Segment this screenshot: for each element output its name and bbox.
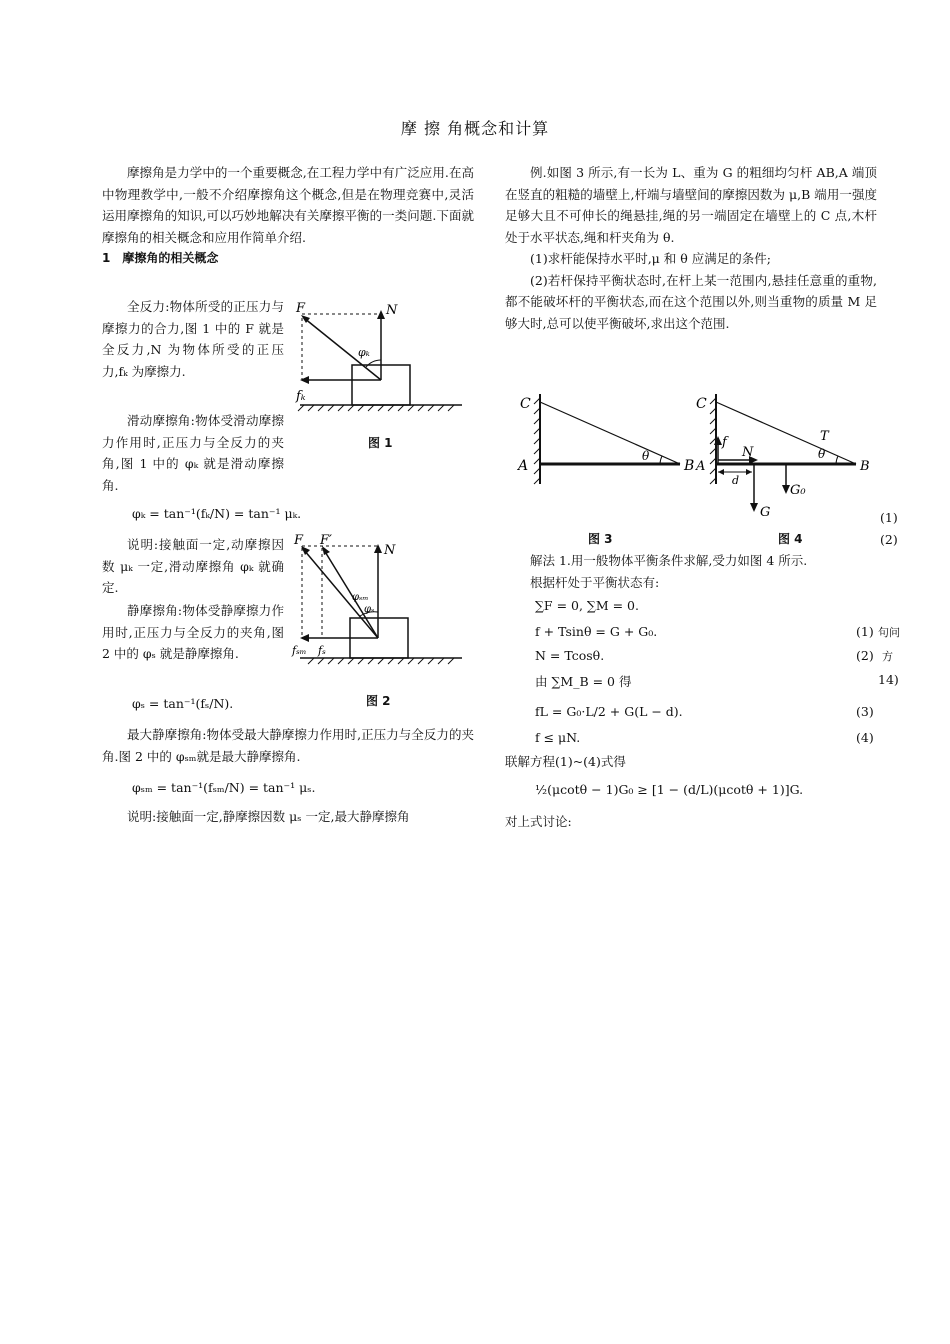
note1-paragraph	[102, 534, 284, 599]
fig4-label-G: G	[760, 505, 771, 520]
fig4-label-C: C	[696, 396, 707, 412]
fig1-label-fk: fₖ	[296, 389, 306, 404]
page-title: 摩 擦 角概念和计算	[400, 119, 550, 138]
max-static-paragraph	[102, 724, 474, 767]
equation-2-number: (2)	[856, 648, 874, 663]
fig4-label-A: A	[696, 459, 706, 474]
figure-4	[692, 388, 882, 523]
left-column	[102, 162, 474, 270]
section-heading: 1 摩擦角的相关概念	[102, 251, 219, 265]
equation-mb: 由 ∑M_B = 0 得	[535, 674, 632, 689]
note2-paragraph	[102, 806, 474, 828]
fig4-label-T: T	[820, 429, 829, 444]
equation-3-number: (3)	[856, 704, 874, 719]
margin-number-1: (1)	[880, 510, 898, 525]
stray-text-3: 14)	[878, 672, 899, 687]
right-column	[505, 162, 877, 334]
stray-text-2: 方	[882, 650, 893, 663]
fig2-label-phi-sm: φₛₘ	[352, 592, 369, 603]
equation-phi-s: φₛ = tan⁻¹(fₛ/N).	[132, 696, 234, 711]
fig3-label-A: A	[518, 458, 529, 474]
figure-3-caption: 图 3	[588, 532, 613, 546]
equation-3: fL = G₀·L/2 + G(L − d).	[535, 704, 683, 719]
max-static-text: 最大静摩擦角:物体受最大静摩擦力作用时,正压力与全反力的夹角.图 2 中的 φₛₘ就是最大静摩擦角.	[102, 727, 474, 764]
figure-1-caption: 图 1	[368, 436, 393, 450]
sliding-paragraph	[102, 410, 284, 496]
fig4-label-theta: θ	[818, 447, 826, 461]
fig2-label-fsm: fₛₘ	[292, 644, 307, 657]
figure-2	[290, 530, 470, 670]
fig4-label-f: f	[722, 435, 727, 450]
balance-text: 根据杆处于平衡状态有:	[530, 574, 660, 590]
equation-4: f ≤ μN.	[535, 730, 581, 745]
note2-text: 说明:接触面一定,静摩擦因数 μₛ 一定,最大静摩擦角	[127, 809, 410, 824]
static-paragraph	[102, 600, 284, 665]
question-2: (2)若杆保持平衡状态时,在杆上某一范围内,悬挂任意重的重物,都不能破坏杆的平衡状态,而在这个范围以外,则当重物的质量 M 足够大时,总可以使平衡破坏,求出这个范围.	[505, 272, 877, 331]
note1-text: 说明:接触面一定,动摩擦因数 μₖ 一定,滑动摩擦角 φₖ 就确定.	[102, 537, 284, 595]
fig2-label-N: N	[384, 543, 396, 558]
equation-phi-k: φₖ = tan⁻¹(fₖ/N) = tan⁻¹ μₖ.	[132, 506, 302, 521]
fig3-label-theta: θ	[642, 449, 650, 463]
fig1-label-F: F	[296, 301, 306, 316]
figure-2-caption: 图 2	[366, 694, 391, 708]
combine-text: 联解方程(1)~(4)式得	[505, 754, 626, 769]
equation-phi-sm: φₛₘ = tan⁻¹(fₛₘ/N) = tan⁻¹ μₛ.	[132, 780, 316, 795]
fig2-label-phi-s: φₛ	[364, 604, 375, 615]
fig3-label-C: C	[520, 396, 531, 412]
example-paragraph: 例.如图 3 所示,有一长为 L、重为 G 的粗细均匀杆 AB,A 端顶在竖直的粗糙的墙壁上,杆端与墙壁间的摩擦因数为 μ,B 端用一强度足够大且不可伸长的绳悬挂,绳的另一端固定在墙壁上的 C 点,木杆处于水平状态,绳和杆夹角为 θ.	[505, 165, 877, 245]
fig2-label-Fprime: F′	[320, 533, 332, 548]
margin-number-2: (2)	[880, 532, 898, 547]
fig1-label-N: N	[386, 303, 398, 318]
discuss-text: 对上式讨论:	[505, 814, 572, 829]
equation-1: f + Tsinθ = G + G₀.	[535, 624, 658, 639]
figure-4-caption: 图 4	[778, 532, 803, 546]
equation-4-number: (4)	[856, 730, 874, 745]
fig3-label-B: B	[684, 458, 695, 474]
figure-1	[290, 300, 470, 415]
sliding-text: 滑动摩擦角:物体受滑动摩擦力作用时,正压力与全反力的夹角,图 1 中的 φₖ 就是滑动摩擦角.	[102, 413, 284, 493]
method-block	[505, 550, 877, 593]
fig4-label-G0: G₀	[790, 483, 806, 498]
method-1-text: 解法 1.用一般物体平衡条件求解,受力如图 4 所示.	[530, 553, 808, 568]
stray-text-1: 句问	[878, 626, 900, 639]
fig4-label-N: N	[742, 445, 754, 460]
intro-paragraph: 摩擦角是力学中的一个重要概念,在工程力学中有广泛应用.在高中物理教学中,一般不介绍摩擦角这个概念,但是在物理竞赛中,灵活运用摩擦角的知识,可以巧妙地解决有关摩擦平衡的一类问题.下面就摩擦角的相关概念和应用作简单介绍.	[102, 165, 474, 245]
equation-2: N = Tcosθ.	[535, 648, 605, 663]
result-inequality: ½(μcotθ − 1)G₀ ≥ [1 − (d/L)(μcotθ + 1)]G.	[535, 782, 804, 797]
static-text: 静摩擦角:物体受静摩擦力作用时,正压力与全反力的夹角,图 2 中的 φₛ 就是静摩擦角.	[102, 603, 284, 661]
equation-sum: ∑F = 0, ∑M = 0.	[535, 598, 639, 613]
fig4-label-d: d	[732, 474, 740, 487]
equation-1-number: (1)	[856, 624, 874, 639]
fig4-label-B: B	[860, 459, 870, 474]
fig1-label-phi: φₖ	[358, 346, 370, 359]
question-1: (1)求杆能保持水平时,μ 和 θ 应满足的条件;	[530, 251, 771, 266]
figure-3	[510, 388, 700, 488]
fig2-label-F: F	[294, 533, 304, 548]
full-reaction-paragraph	[102, 296, 284, 382]
full-reaction-text: 全反力:物体所受的正压力与摩擦力的合力,图 1 中的 F 就是全反力,N 为物体所受的正压力,fₖ 为摩擦力.	[102, 299, 284, 379]
fig2-label-fs: fₛ	[318, 644, 326, 657]
